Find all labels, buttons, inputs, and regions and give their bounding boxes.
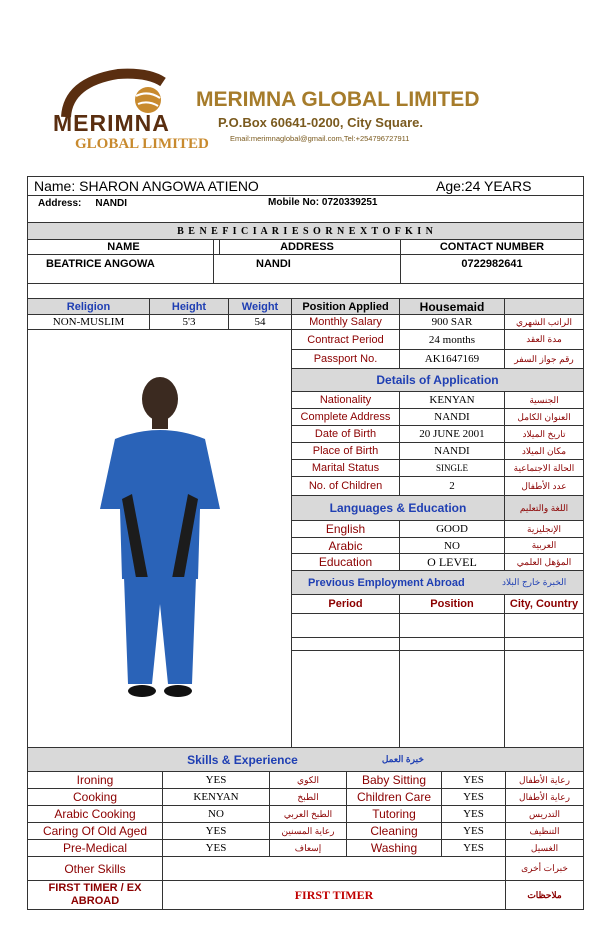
- employment-row: [504, 613, 584, 638]
- complete-address-label: Complete Address: [291, 408, 400, 426]
- employment-row: [291, 613, 400, 638]
- arabic-value: NO: [399, 537, 505, 554]
- logo-text-top: MERIMNA: [53, 110, 170, 136]
- skill-left-ar: رعاية المسنين: [269, 822, 347, 840]
- employment-row: [504, 650, 584, 748]
- skill-left-label: Arabic Cooking: [27, 805, 163, 823]
- first-timer-label-text: FIRST TIMER / EX ABROAD: [48, 882, 142, 907]
- skill-left-label: Pre-Medical: [27, 839, 163, 857]
- skill-right-value: YES: [441, 788, 506, 806]
- education-ar: المؤهل العلمي: [504, 553, 584, 571]
- beneficiary-name: [27, 254, 214, 284]
- pob-value: NANDI: [399, 442, 505, 460]
- children-value: 2: [399, 476, 505, 496]
- position-value: Housemaid: [399, 298, 505, 315]
- beneficiary-contact-text: 0722982641: [461, 258, 523, 270]
- skill-left-value: NO: [162, 805, 270, 823]
- languages-title-ar: اللغة والتعليم: [504, 495, 584, 521]
- nationality-value: KENYAN: [399, 391, 505, 409]
- application-title: Details of Application: [291, 368, 584, 392]
- candidate-photo: [27, 329, 292, 748]
- height-label: Height: [149, 298, 229, 315]
- candidate-name: Name: SHARON ANGOWA ATIENO: [27, 176, 584, 196]
- first-timer-label: [27, 880, 163, 910]
- skill-right-value: YES: [441, 822, 506, 840]
- skill-left-ar: الكوي: [269, 771, 347, 789]
- dob-value: 20 JUNE 2001: [399, 425, 505, 443]
- remarks-ar: ملاحظات: [505, 880, 584, 910]
- skill-right-ar: رعاية الأطفال: [505, 771, 584, 789]
- complete-address-value: NANDI: [399, 408, 505, 426]
- skills-title: [27, 747, 584, 772]
- candidate-photo-figure: [60, 359, 260, 719]
- candidate-age: Age:24 YEARS: [436, 178, 532, 194]
- beneficiary-name-text: BEATRICE ANGOWA: [46, 258, 155, 270]
- position-label: Position Applied: [291, 298, 400, 315]
- other-skills-value: [162, 856, 506, 881]
- weight-value: 54: [228, 314, 292, 330]
- religion-value: NON-MUSLIM: [27, 314, 150, 330]
- skill-right-ar: التدريس: [505, 805, 584, 823]
- skill-left-value: YES: [162, 822, 270, 840]
- skill-left-value: YES: [162, 839, 270, 857]
- beneficiary-address: [213, 254, 401, 284]
- skill-right-value: YES: [441, 771, 506, 789]
- english-ar: الإنجليزية: [504, 520, 584, 538]
- employment-row: [399, 613, 505, 638]
- first-timer-value: FIRST TIMER: [162, 880, 506, 910]
- dob-label: Date of Birth: [291, 425, 400, 443]
- arabic-label: Arabic: [291, 537, 400, 554]
- employment-row: [504, 637, 584, 651]
- skill-right-value: YES: [441, 839, 506, 857]
- contract-period-label: Contract Period: [291, 329, 400, 350]
- skill-left-value: KENYAN: [162, 788, 270, 806]
- skill-right-ar: رعاية الأطفال: [505, 788, 584, 806]
- logo-text-bottom: GLOBAL LIMITED: [75, 136, 209, 152]
- skill-left-label: Cooking: [27, 788, 163, 806]
- skill-left-value: YES: [162, 771, 270, 789]
- skill-left-label: Ironing: [27, 771, 163, 789]
- position-ar: [504, 298, 584, 315]
- skill-left-ar: الطبخ العربي: [269, 805, 347, 823]
- salary-value: 900 SAR: [399, 314, 505, 330]
- passport-value: AK1647169: [399, 349, 505, 369]
- company-name: MERIMNA GLOBAL LIMITED: [196, 88, 480, 111]
- skill-right-ar: التنظيف: [505, 822, 584, 840]
- beneficiary-col-address: ADDRESS: [213, 239, 401, 255]
- pob-ar: مكان الميلاد: [504, 442, 584, 460]
- education-value: O LEVEL: [399, 553, 505, 571]
- skill-right-label: Washing: [346, 839, 442, 857]
- marital-value: SINGLE: [399, 459, 505, 477]
- skills-title-ar: خبرة العمل: [381, 754, 424, 764]
- beneficiary-title: B E N E F I C I A R I E S O R N E X T O F K I N: [27, 222, 584, 240]
- religion-label: Religion: [27, 298, 150, 315]
- english-value: GOOD: [399, 520, 505, 538]
- spacer-row: [27, 283, 584, 299]
- other-skills-label: Other Skills: [27, 856, 163, 881]
- skill-right-label: Tutoring: [346, 805, 442, 823]
- height-value: 5'3: [149, 314, 229, 330]
- skill-left-ar: إسعاف: [269, 839, 347, 857]
- skill-right-ar: الغسيل: [505, 839, 584, 857]
- employment-row: [291, 650, 400, 748]
- address-label: Address:: [38, 198, 82, 209]
- beneficiary-address-text: NANDI: [256, 258, 291, 270]
- employment-row: [399, 650, 505, 748]
- arabic-ar: العربية: [504, 537, 584, 554]
- employment-col-position: Position: [399, 594, 505, 614]
- passport-ar: رقم جواز السفر: [504, 349, 584, 369]
- employment-title-ar: الخبرة خارج البلاد: [502, 577, 567, 587]
- employment-col-city: City, Country: [504, 594, 584, 614]
- employment-row: [291, 637, 400, 651]
- education-label: Education: [291, 553, 400, 571]
- mobile-number: Mobile No: 0720339251: [268, 197, 378, 208]
- contract-period-ar: مدة العقد: [504, 329, 584, 350]
- company-po-box: P.O.Box 60641-0200, City Square.: [218, 115, 423, 130]
- employment-row: [399, 637, 505, 651]
- beneficiary-col-contact: CONTACT NUMBER: [400, 239, 584, 255]
- weight-label: Weight: [228, 298, 292, 315]
- complete-address-ar: العنوان الكامل: [504, 408, 584, 426]
- children-ar: عدد الأطفال: [504, 476, 584, 496]
- dob-ar: تاريخ الميلاد: [504, 425, 584, 443]
- skill-right-label: Children Care: [346, 788, 442, 806]
- skill-left-label: Caring Of Old Aged: [27, 822, 163, 840]
- languages-title: Languages & Education: [291, 495, 505, 521]
- address-value: NANDI: [95, 198, 128, 209]
- nationality-label: Nationality: [291, 391, 400, 409]
- beneficiary-col-name: NAME: [27, 239, 220, 255]
- skills-title-text: Skills & Experience: [187, 752, 298, 767]
- salary-label: Monthly Salary: [291, 314, 400, 330]
- passport-label: Passport No.: [291, 349, 400, 369]
- marital-ar: الحالة الاجتماعية: [504, 459, 584, 477]
- skill-right-label: Cleaning: [346, 822, 442, 840]
- english-label: English: [291, 520, 400, 538]
- contract-period-value: 24 months: [399, 329, 505, 350]
- skill-right-label: Baby Sitting: [346, 771, 442, 789]
- pob-label: Place of Birth: [291, 442, 400, 460]
- beneficiary-contact: [400, 254, 584, 284]
- salary-ar: الراتب الشهري: [504, 314, 584, 330]
- children-label: No. of Children: [291, 476, 400, 496]
- nationality-ar: الجنسية: [504, 391, 584, 409]
- employment-title: Previous Employment Abroad: [291, 570, 584, 595]
- employment-col-period: Period: [291, 594, 400, 614]
- skill-left-ar: الطبخ: [269, 788, 347, 806]
- company-contact: Email:merimnaglobal@gmail.com,Tel:+254796727911: [230, 134, 410, 143]
- marital-label: Marital Status: [291, 459, 400, 477]
- other-skills-ar: خبرات أخرى: [505, 856, 584, 881]
- skill-right-value: YES: [441, 805, 506, 823]
